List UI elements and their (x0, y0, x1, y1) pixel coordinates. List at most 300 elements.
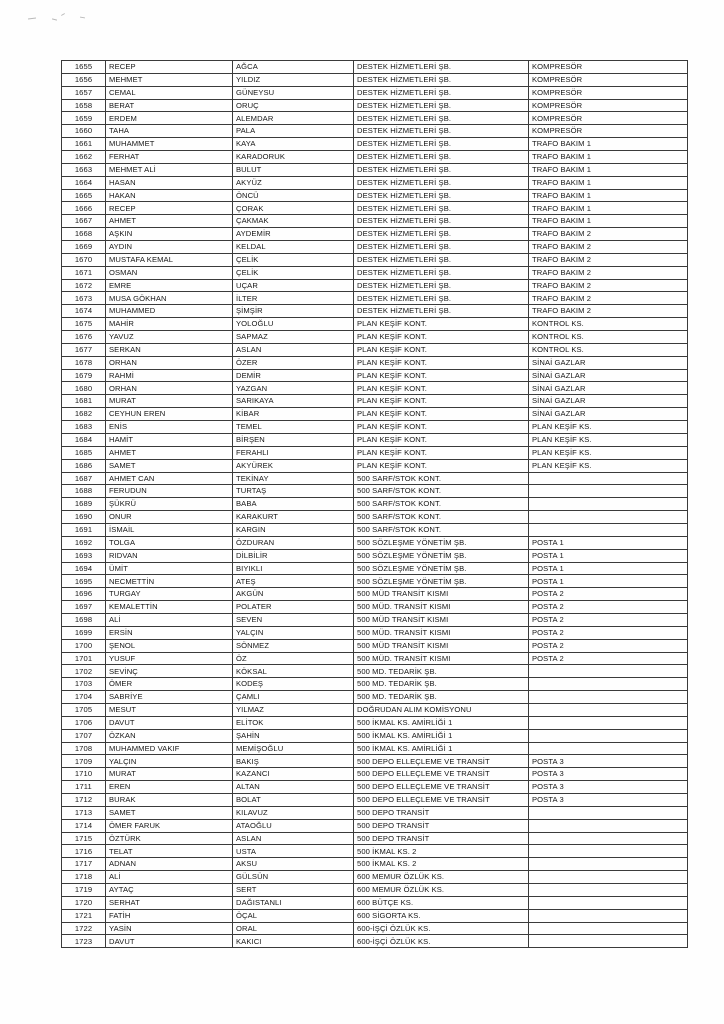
table-row (62, 755, 688, 768)
cell-sira-no: 1705 (62, 703, 106, 716)
table-row (62, 202, 688, 215)
cell-birim: 600 BÜTÇE KS. (354, 896, 529, 909)
cell-kisim: POSTA 2 (529, 626, 688, 639)
cell-sira-no: 1699 (62, 626, 106, 639)
cell-kisim: KONTROL KS. (529, 318, 688, 331)
cell-birim: 500 SARF/STOK KONT. (354, 472, 529, 485)
cell-kisim (529, 884, 688, 897)
cell-kisim: POSTA 1 (529, 549, 688, 562)
table-row (62, 421, 688, 434)
cell-kisim: TRAFO BAKIM 1 (529, 202, 688, 215)
cell-kisim: KONTROL KS. (529, 343, 688, 356)
cell-soyad: AYDEMİR (233, 228, 354, 241)
cell-soyad: ŞİMŞİR (233, 305, 354, 318)
cell-soyad: ASLAN (233, 832, 354, 845)
table-row (62, 498, 688, 511)
cell-birim: 500 İKMAL KS. AMİRLİĞİ 1 (354, 742, 529, 755)
cell-sira-no: 1656 (62, 73, 106, 86)
cell-kisim (529, 665, 688, 678)
cell-sira-no: 1701 (62, 652, 106, 665)
table-row (62, 189, 688, 202)
table-row (62, 601, 688, 614)
cell-soyad: KÖKSAL (233, 665, 354, 678)
cell-kisim (529, 523, 688, 536)
cell-birim: DESTEK HİZMETLERİ ŞB. (354, 202, 529, 215)
personnel-roster-table (61, 60, 688, 948)
cell-ad: AHMET (106, 446, 233, 459)
table-row (62, 562, 688, 575)
cell-soyad: KODEŞ (233, 678, 354, 691)
table-row (62, 768, 688, 781)
cell-sira-no: 1667 (62, 215, 106, 228)
table-row (62, 716, 688, 729)
cell-birim: 600 MEMUR ÖZLÜK KS. (354, 884, 529, 897)
cell-kisim: TRAFO BAKIM 2 (529, 228, 688, 241)
table-row (62, 395, 688, 408)
cell-kisim: TRAFO BAKIM 2 (529, 266, 688, 279)
cell-sira-no: 1679 (62, 369, 106, 382)
cell-birim: PLAN KEŞİF KONT. (354, 446, 529, 459)
table-row (62, 729, 688, 742)
cell-ad: ÖZTÜRK (106, 832, 233, 845)
cell-kisim: TRAFO BAKIM 1 (529, 215, 688, 228)
table-row (62, 575, 688, 588)
cell-ad: MURAT (106, 395, 233, 408)
table-row (62, 523, 688, 536)
cell-birim: DESTEK HİZMETLERİ ŞB. (354, 292, 529, 305)
cell-birim: PLAN KEŞİF KONT. (354, 382, 529, 395)
cell-sira-no: 1708 (62, 742, 106, 755)
cell-ad: ENİS (106, 421, 233, 434)
cell-ad: DAVUT (106, 935, 233, 948)
cell-birim: DESTEK HİZMETLERİ ŞB. (354, 189, 529, 202)
cell-kisim (529, 935, 688, 948)
cell-soyad: GÜLSÜN (233, 871, 354, 884)
cell-soyad: İLTER (233, 292, 354, 305)
cell-birim: 500 DEPO ELLEÇLEME VE TRANSİT (354, 755, 529, 768)
table-row (62, 472, 688, 485)
cell-sira-no: 1694 (62, 562, 106, 575)
cell-sira-no: 1690 (62, 511, 106, 524)
cell-birim: DESTEK HİZMETLERİ ŞB. (354, 228, 529, 241)
cell-sira-no: 1674 (62, 305, 106, 318)
cell-birim: DESTEK HİZMETLERİ ŞB. (354, 112, 529, 125)
cell-ad: EREN (106, 781, 233, 794)
cell-soyad: YOLOĞLU (233, 318, 354, 331)
cell-birim: DESTEK HİZMETLERİ ŞB. (354, 241, 529, 254)
cell-soyad: AKYÜZ (233, 176, 354, 189)
cell-kisim (529, 819, 688, 832)
cell-birim: 600-İŞÇİ ÖZLÜK KS. (354, 922, 529, 935)
table-row (62, 806, 688, 819)
cell-sira-no: 1695 (62, 575, 106, 588)
cell-birim: PLAN KEŞİF KONT. (354, 433, 529, 446)
table-row (62, 356, 688, 369)
cell-birim: 500 İKMAL KS. 2 (354, 845, 529, 858)
cell-soyad: KAZANCI (233, 768, 354, 781)
cell-soyad: AKYÜREK (233, 459, 354, 472)
cell-ad: YALÇIN (106, 755, 233, 768)
cell-ad: ORHAN (106, 356, 233, 369)
cell-kisim: TRAFO BAKIM 2 (529, 292, 688, 305)
cell-sira-no: 1692 (62, 536, 106, 549)
cell-soyad: BOLAT (233, 793, 354, 806)
cell-sira-no: 1702 (62, 665, 106, 678)
cell-ad: MAHİR (106, 318, 233, 331)
cell-birim: PLAN KEŞİF KONT. (354, 343, 529, 356)
cell-birim: DESTEK HİZMETLERİ ŞB. (354, 163, 529, 176)
cell-soyad: SARIKAYA (233, 395, 354, 408)
cell-kisim: SİNAİ GAZLAR (529, 408, 688, 421)
table-row (62, 613, 688, 626)
table-row (62, 279, 688, 292)
cell-soyad: ELİTOK (233, 716, 354, 729)
cell-birim: DESTEK HİZMETLERİ ŞB. (354, 73, 529, 86)
cell-sira-no: 1717 (62, 858, 106, 871)
cell-kisim (529, 742, 688, 755)
cell-ad: FATİH (106, 909, 233, 922)
cell-kisim (529, 871, 688, 884)
cell-sira-no: 1672 (62, 279, 106, 292)
cell-ad: ÜMİT (106, 562, 233, 575)
cell-sira-no: 1670 (62, 253, 106, 266)
cell-soyad: ALTAN (233, 781, 354, 794)
cell-sira-no: 1677 (62, 343, 106, 356)
cell-kisim: POSTA 3 (529, 755, 688, 768)
cell-ad: TURGAY (106, 588, 233, 601)
table-row (62, 151, 688, 164)
cell-ad: HASAN (106, 176, 233, 189)
cell-ad: MUHAMMED (106, 305, 233, 318)
cell-ad: RECEP (106, 61, 233, 74)
cell-ad: ORHAN (106, 382, 233, 395)
cell-sira-no: 1673 (62, 292, 106, 305)
cell-sira-no: 1684 (62, 433, 106, 446)
cell-soyad: KİBAR (233, 408, 354, 421)
cell-ad: ŞENOL (106, 639, 233, 652)
cell-birim: PLAN KEŞİF KONT. (354, 356, 529, 369)
cell-soyad: YALÇIN (233, 626, 354, 639)
cell-birim: 600 MEMUR ÖZLÜK KS. (354, 871, 529, 884)
cell-ad: MEHMET (106, 73, 233, 86)
cell-ad: SEVİNÇ (106, 665, 233, 678)
cell-soyad: BAKIŞ (233, 755, 354, 768)
table-row (62, 253, 688, 266)
table-row (62, 639, 688, 652)
cell-sira-no: 1682 (62, 408, 106, 421)
cell-birim: 500 SÖZLEŞME YÖNETİM ŞB. (354, 575, 529, 588)
cell-kisim: KOMPRESÖR (529, 99, 688, 112)
cell-birim: 500 SARF/STOK KONT. (354, 523, 529, 536)
cell-birim: 500 DEPO ELLEÇLEME VE TRANSİT (354, 793, 529, 806)
cell-ad: HAKAN (106, 189, 233, 202)
cell-soyad: FERAHLI (233, 446, 354, 459)
cell-birim: 500 SARF/STOK KONT. (354, 511, 529, 524)
cell-birim: DESTEK HİZMETLERİ ŞB. (354, 305, 529, 318)
cell-birim: DESTEK HİZMETLERİ ŞB. (354, 266, 529, 279)
cell-ad: ERSİN (106, 626, 233, 639)
cell-kisim: PLAN KEŞİF KS. (529, 421, 688, 434)
cell-sira-no: 1680 (62, 382, 106, 395)
cell-sira-no: 1697 (62, 601, 106, 614)
cell-birim: DESTEK HİZMETLERİ ŞB. (354, 99, 529, 112)
cell-ad: MURAT (106, 768, 233, 781)
cell-birim: 500 DEPO TRANSİT (354, 832, 529, 845)
cell-ad: MUHAMMED VAKIF (106, 742, 233, 755)
cell-birim: PLAN KEŞİF KONT. (354, 421, 529, 434)
cell-soyad: DİLBİLİR (233, 549, 354, 562)
cell-soyad: ÖZ (233, 652, 354, 665)
cell-ad: SERHAT (106, 896, 233, 909)
cell-sira-no: 1712 (62, 793, 106, 806)
cell-ad: FERHAT (106, 151, 233, 164)
table-row (62, 511, 688, 524)
cell-sira-no: 1720 (62, 896, 106, 909)
cell-soyad: SEVEN (233, 613, 354, 626)
cell-kisim: TRAFO BAKIM 1 (529, 176, 688, 189)
cell-sira-no: 1681 (62, 395, 106, 408)
cell-kisim (529, 845, 688, 858)
cell-soyad: SÖNMEZ (233, 639, 354, 652)
cell-soyad: ÖÇAL (233, 909, 354, 922)
cell-birim: 500 MÜD TRANSİT KISMI (354, 588, 529, 601)
cell-soyad: AKSU (233, 858, 354, 871)
table-row (62, 652, 688, 665)
cell-ad: ADNAN (106, 858, 233, 871)
cell-birim: 500 DEPO ELLEÇLEME VE TRANSİT (354, 768, 529, 781)
cell-birim: DESTEK HİZMETLERİ ŞB. (354, 138, 529, 151)
cell-soyad: POLATER (233, 601, 354, 614)
table-row (62, 292, 688, 305)
cell-ad: YAVUZ (106, 331, 233, 344)
cell-ad: ONUR (106, 511, 233, 524)
table-row (62, 446, 688, 459)
cell-kisim: KOMPRESÖR (529, 86, 688, 99)
cell-sira-no: 1659 (62, 112, 106, 125)
table-row (62, 832, 688, 845)
cell-sira-no: 1683 (62, 421, 106, 434)
cell-kisim: POSTA 3 (529, 768, 688, 781)
cell-kisim (529, 909, 688, 922)
cell-soyad: KARADORUK (233, 151, 354, 164)
cell-birim: DESTEK HİZMETLERİ ŞB. (354, 176, 529, 189)
cell-sira-no: 1715 (62, 832, 106, 845)
cell-kisim: POSTA 2 (529, 588, 688, 601)
table-row (62, 896, 688, 909)
cell-birim: 500 DEPO TRANSİT (354, 806, 529, 819)
cell-soyad: YILMAZ (233, 703, 354, 716)
cell-kisim (529, 498, 688, 511)
table-row (62, 73, 688, 86)
cell-soyad: KARGIN (233, 523, 354, 536)
cell-birim: PLAN KEŞİF KONT. (354, 395, 529, 408)
cell-soyad: ÇORAK (233, 202, 354, 215)
cell-soyad: MEMİŞOĞLU (233, 742, 354, 755)
cell-kisim: TRAFO BAKIM 2 (529, 305, 688, 318)
cell-ad: RECEP (106, 202, 233, 215)
cell-kisim: KOMPRESÖR (529, 112, 688, 125)
cell-sira-no: 1691 (62, 523, 106, 536)
cell-kisim: POSTA 1 (529, 575, 688, 588)
cell-ad: AYTAÇ (106, 884, 233, 897)
cell-soyad: BIYIKLI (233, 562, 354, 575)
cell-sira-no: 1713 (62, 806, 106, 819)
cell-kisim (529, 472, 688, 485)
cell-kisim: TRAFO BAKIM 1 (529, 163, 688, 176)
cell-soyad: ASLAN (233, 343, 354, 356)
cell-ad: TELAT (106, 845, 233, 858)
cell-kisim (529, 716, 688, 729)
cell-kisim: POSTA 1 (529, 562, 688, 575)
cell-birim: 500 İKMAL KS. 2 (354, 858, 529, 871)
cell-birim: DESTEK HİZMETLERİ ŞB. (354, 61, 529, 74)
cell-kisim (529, 806, 688, 819)
cell-soyad: ÇAMLI (233, 691, 354, 704)
cell-birim: DESTEK HİZMETLERİ ŞB. (354, 253, 529, 266)
cell-soyad: UÇAR (233, 279, 354, 292)
cell-birim: 500 İKMAL KS. AMİRLİĞİ 1 (354, 729, 529, 742)
cell-kisim: TRAFO BAKIM 1 (529, 151, 688, 164)
table-row (62, 626, 688, 639)
cell-kisim: PLAN KEŞİF KS. (529, 446, 688, 459)
table-row (62, 266, 688, 279)
cell-soyad: KARAKURT (233, 511, 354, 524)
cell-kisim (529, 678, 688, 691)
cell-birim: PLAN KEŞİF KONT. (354, 369, 529, 382)
cell-kisim: SİNAİ GAZLAR (529, 369, 688, 382)
table-row (62, 112, 688, 125)
cell-soyad: AĞCA (233, 61, 354, 74)
cell-kisim: SİNAİ GAZLAR (529, 395, 688, 408)
cell-birim: DESTEK HİZMETLERİ ŞB. (354, 125, 529, 138)
cell-ad: SERKAN (106, 343, 233, 356)
cell-ad: FERUDUN (106, 485, 233, 498)
cell-ad: RAHMİ (106, 369, 233, 382)
cell-kisim (529, 691, 688, 704)
cell-ad: NECMETTİN (106, 575, 233, 588)
pencil-smudge-marks (28, 12, 98, 22)
cell-birim: 500 MD. TEDARİK ŞB. (354, 665, 529, 678)
cell-birim: 500 DEPO TRANSİT (354, 819, 529, 832)
cell-soyad: KILAVUZ (233, 806, 354, 819)
cell-soyad: DEMİR (233, 369, 354, 382)
cell-kisim (529, 511, 688, 524)
cell-kisim: POSTA 1 (529, 536, 688, 549)
table-row (62, 935, 688, 948)
cell-kisim: KOMPRESÖR (529, 125, 688, 138)
table-row (62, 408, 688, 421)
cell-soyad: ÇAKMAK (233, 215, 354, 228)
cell-ad: SAMET (106, 806, 233, 819)
cell-kisim: POSTA 3 (529, 793, 688, 806)
cell-ad: CEYHUN EREN (106, 408, 233, 421)
cell-ad: YASİN (106, 922, 233, 935)
cell-kisim: SİNAİ GAZLAR (529, 382, 688, 395)
cell-sira-no: 1689 (62, 498, 106, 511)
table-row (62, 433, 688, 446)
cell-ad: ERDEM (106, 112, 233, 125)
cell-sira-no: 1686 (62, 459, 106, 472)
cell-ad: MESUT (106, 703, 233, 716)
cell-ad: MUHAMMET (106, 138, 233, 151)
cell-birim: 500 MÜD TRANSİT KISMI (354, 639, 529, 652)
table-row (62, 176, 688, 189)
cell-birim: 500 MÜD. TRANSİT KISMI (354, 626, 529, 639)
cell-birim: DESTEK HİZMETLERİ ŞB. (354, 279, 529, 292)
cell-sira-no: 1716 (62, 845, 106, 858)
cell-soyad: TEMEL (233, 421, 354, 434)
cell-kisim: PLAN KEŞİF KS. (529, 433, 688, 446)
cell-sira-no: 1698 (62, 613, 106, 626)
cell-sira-no: 1693 (62, 549, 106, 562)
table-row (62, 742, 688, 755)
cell-birim: 500 MD. TEDARİK ŞB. (354, 678, 529, 691)
cell-sira-no: 1657 (62, 86, 106, 99)
cell-birim: 500 MÜD TRANSİT KISMI (354, 613, 529, 626)
cell-kisim: TRAFO BAKIM 2 (529, 253, 688, 266)
cell-soyad: PALA (233, 125, 354, 138)
cell-sira-no: 1704 (62, 691, 106, 704)
cell-kisim: TRAFO BAKIM 1 (529, 138, 688, 151)
cell-ad: ŞÜKRÜ (106, 498, 233, 511)
cell-ad: SABRİYE (106, 691, 233, 704)
cell-soyad: GÜNEYSU (233, 86, 354, 99)
table-row (62, 61, 688, 74)
cell-soyad: TEKİNAY (233, 472, 354, 485)
cell-sira-no: 1685 (62, 446, 106, 459)
table-row (62, 858, 688, 871)
cell-soyad: ORUÇ (233, 99, 354, 112)
cell-ad: ALİ (106, 871, 233, 884)
table-row (62, 678, 688, 691)
table-row (62, 241, 688, 254)
cell-birim: 500 MÜD. TRANSİT KISMI (354, 652, 529, 665)
cell-soyad: YAZGAN (233, 382, 354, 395)
cell-ad: HAMİT (106, 433, 233, 446)
cell-kisim: TRAFO BAKIM 1 (529, 189, 688, 202)
cell-soyad: SERT (233, 884, 354, 897)
table-row (62, 922, 688, 935)
cell-birim: 600-İŞÇİ ÖZLÜK KS. (354, 935, 529, 948)
cell-sira-no: 1669 (62, 241, 106, 254)
cell-ad: CEMAL (106, 86, 233, 99)
cell-soyad: KELDAL (233, 241, 354, 254)
table-row (62, 549, 688, 562)
cell-kisim: KOMPRESÖR (529, 61, 688, 74)
table-row (62, 318, 688, 331)
cell-ad: DAVUT (106, 716, 233, 729)
cell-ad: ALİ (106, 613, 233, 626)
cell-sira-no: 1687 (62, 472, 106, 485)
cell-sira-no: 1658 (62, 99, 106, 112)
cell-kisim (529, 703, 688, 716)
cell-kisim: KOMPRESÖR (529, 73, 688, 86)
cell-soyad: ÇELİK (233, 266, 354, 279)
cell-birim: 500 SÖZLEŞME YÖNETİM ŞB. (354, 536, 529, 549)
cell-kisim: PLAN KEŞİF KS. (529, 459, 688, 472)
table-row (62, 909, 688, 922)
cell-birim: DESTEK HİZMETLERİ ŞB. (354, 151, 529, 164)
cell-birim: PLAN KEŞİF KONT. (354, 331, 529, 344)
cell-kisim (529, 485, 688, 498)
cell-sira-no: 1678 (62, 356, 106, 369)
cell-ad: TOLGA (106, 536, 233, 549)
table-row (62, 343, 688, 356)
cell-kisim: POSTA 2 (529, 613, 688, 626)
cell-kisim: POSTA 3 (529, 781, 688, 794)
cell-ad: ÖMER (106, 678, 233, 691)
cell-birim: 500 DEPO ELLEÇLEME VE TRANSİT (354, 781, 529, 794)
